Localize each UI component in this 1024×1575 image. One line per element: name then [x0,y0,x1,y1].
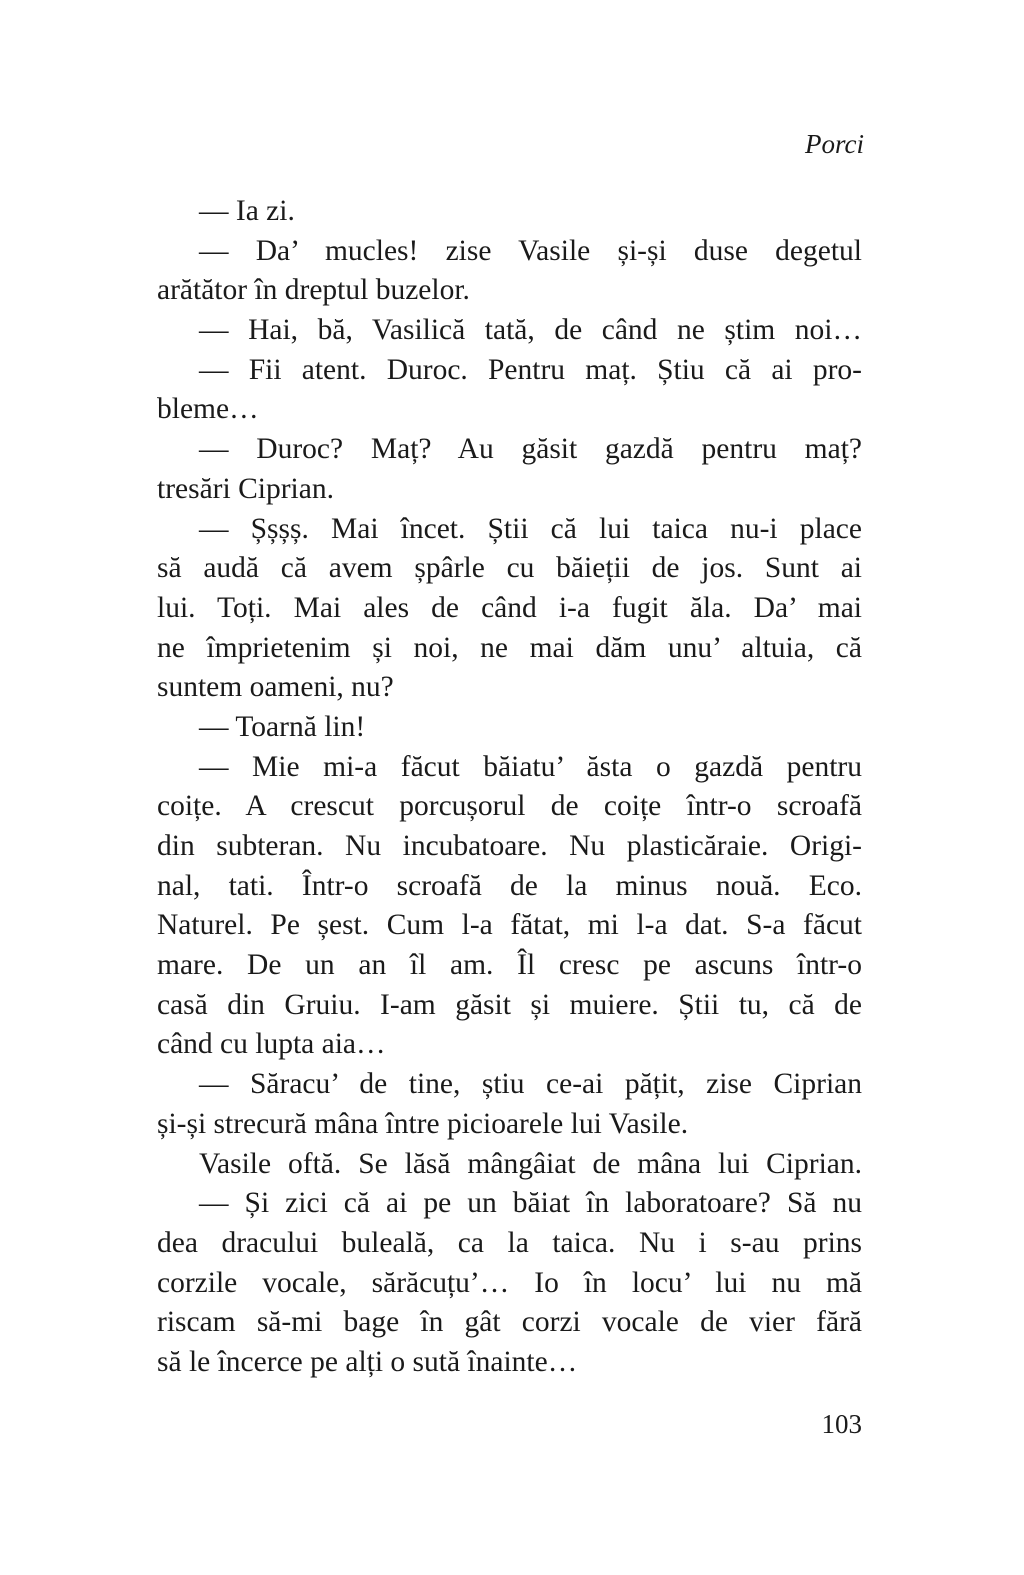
text-line: bleme… [157,393,259,426]
running-head: Porci [805,129,864,159]
text-line: — Hai, bă, Vasilică tată, de când ne știm noi… [199,314,862,347]
text-line: — Ia zi. [199,195,295,227]
text-line: Vasile oftă. Se lăsă mângâiat de mâna lui Ciprian. [199,1147,862,1180]
text-line: riscam să-mi bage în gât corzi vocale de vier fără [157,1306,862,1339]
text-line: corzile vocale, sărăcuțu’… Io în locu’ lui nu mă [157,1266,862,1299]
text-line: ne împrietenim și noi, ne mai dăm unu’ altuia, că [157,631,862,664]
text-line: — Mie mi-a făcut băiatu’ ăsta o gazdă pentru [199,750,862,783]
text-line: — Săracu’ de tine, știu ce-ai pățit, zise Ciprian [199,1068,862,1101]
text-line: — Da’ mucles! zise Vasile și-și duse degetul [199,234,862,267]
text-line: să audă că avem șpârle cu băieții de jos. Sunt ai [157,552,862,585]
text-line: Naturel. Pe șest. Cum l-a fătat, mi l-a dat. S-a făcut [157,909,862,942]
page-body-text [157,192,862,1383]
page-number: 103 [821,1409,862,1439]
text-line: tresări Ciprian. [157,472,334,505]
text-line: — Toarnă lin! [199,710,366,743]
text-line: când cu lupta aia… [157,1028,386,1061]
text-line: coițe. A crescut porcușorul de coițe într-o scroafă [157,790,862,823]
text-line: lui. Toți. Mai ales de când i-a fugit ăla. Da’ mai [157,591,862,624]
text-line: arătător în dreptul buzelor. [157,274,470,307]
text-line: din subteran. Nu incubatoare. Nu plasticăraie. Origi- [157,830,862,862]
text-line: dea dracului buleală, ca la taica. Nu i s-au prins [157,1226,862,1259]
text-line: suntem oameni, nu? [157,671,394,704]
text-line: — Și zici că ai pe un băiat în laboratoare? Să nu [199,1187,862,1220]
text-line: să le încerce pe alți o sută înainte… [157,1345,578,1378]
text-line: și-și strecură mâna între picioarele lui Vasile. [157,1107,689,1140]
text-line: casă din Gruiu. I-am găsit și muiere. Știi tu, că de [157,988,862,1021]
text-line: — Șșșș. Mai încet. Știi că lui taica nu-i place [199,512,862,545]
text-line: nal, tati. Într-o scroafă de la minus nouă. Eco. [157,869,862,902]
text-line: — Duroc? Maț? Au găsit gazdă pentru maț? [199,433,862,466]
text-line: — Fii atent. Duroc. Pentru maț. Știu că ai pro- [199,353,862,386]
text-line: mare. De un an îl am. Îl cresc pe ascuns într-o [157,949,862,982]
